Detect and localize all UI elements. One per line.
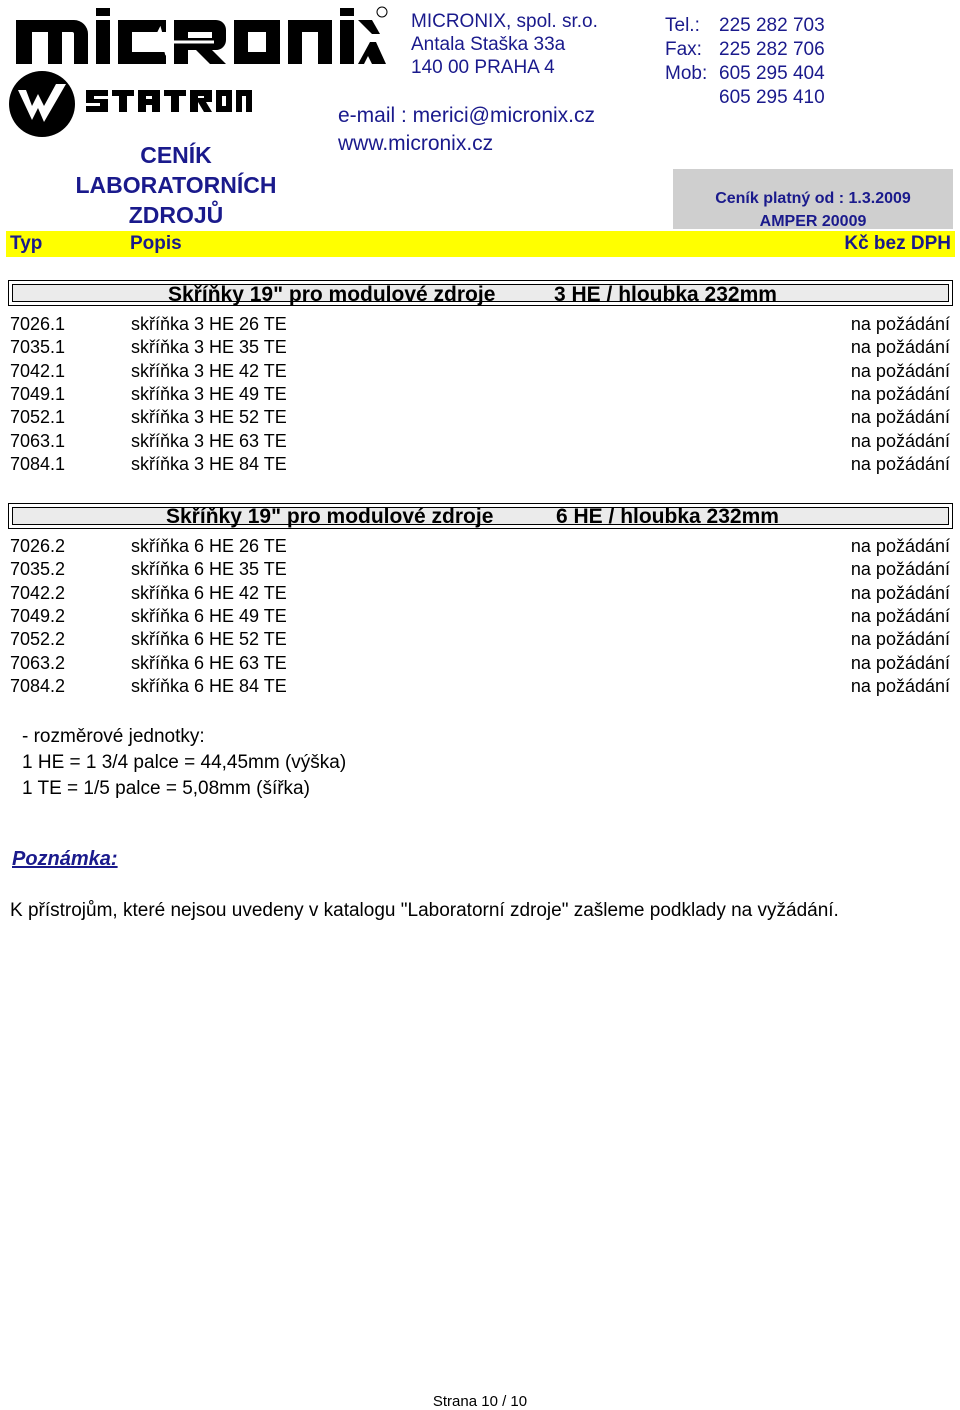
item-code: 7049.1 (10, 383, 66, 404)
column-price: Kč bez DPH (844, 233, 951, 254)
company-city: 140 00 PRAHA 4 (411, 57, 555, 78)
section-2-title-left: Skříňky 19" pro modulové zdroje (166, 505, 494, 528)
item-price: na požádání (850, 314, 950, 334)
column-description: Popis (130, 233, 182, 254)
item-description: skříňka 3 HE 26 TE (131, 314, 287, 334)
item-code: 7063.2 (10, 652, 66, 673)
item-price: na požádání (850, 383, 950, 404)
micronix-logo (14, 6, 388, 66)
item-description: skříňka 3 HE 49 TE (131, 383, 287, 404)
statron-emblem-icon (8, 70, 76, 138)
item-price: na požádání (850, 453, 950, 474)
item-code: 7035.2 (10, 559, 66, 580)
mob-value-2: 605 295 410 (719, 87, 825, 108)
note-text: K přístrojům, které nejsou uvedeny v katalogu "Laboratorní zdroje" zašleme podklady na vyžádání. (10, 900, 839, 921)
validity-box (673, 169, 953, 229)
mob-label: Mob: (665, 63, 708, 84)
column-type: Typ (10, 233, 43, 254)
section-2-title-right: 6 HE / hloubka 232mm (556, 505, 779, 528)
item-description: skříňka 6 HE 84 TE (131, 675, 287, 696)
item-price: na požádání (850, 536, 950, 556)
fax-label: Fax: (665, 39, 702, 60)
web-contact (338, 102, 595, 158)
item-code: 7052.1 (10, 407, 66, 428)
item-description: skříňka 3 HE 52 TE (131, 407, 287, 428)
item-description: skříňka 3 HE 42 TE (131, 360, 287, 381)
fax-row (665, 38, 825, 62)
page-number: Strana 10 / 10 (432, 1393, 528, 1410)
item-code: 7084.1 (10, 453, 66, 474)
table-row (0, 629, 960, 652)
table-row (0, 559, 960, 582)
item-price: na požádání (850, 652, 950, 673)
table-row (0, 337, 960, 360)
item-price: na požádání (850, 360, 950, 381)
tel-row (665, 14, 825, 38)
contact-block (665, 14, 825, 110)
validity-date: Ceník platný od : 1.3.2009 (715, 190, 911, 207)
fax-value: 225 282 706 (719, 39, 825, 60)
item-price: na požádání (850, 559, 950, 580)
item-code: 7042.2 (10, 582, 66, 603)
item-code: 7035.1 (10, 337, 66, 358)
table-row (0, 676, 960, 699)
section-1-title-right: 3 HE / hloubka 232mm (554, 283, 777, 306)
item-description: skříňka 6 HE 26 TE (131, 536, 287, 556)
table-row (0, 407, 960, 430)
item-code: 7084.2 (10, 675, 66, 696)
item-price: na požádání (850, 582, 950, 603)
units-note (22, 724, 346, 802)
item-code: 7052.2 (10, 629, 66, 650)
table-row (0, 653, 960, 676)
table-row (0, 314, 960, 337)
note-heading: Poznámka: (12, 848, 118, 870)
email-link[interactable]: e-mail : merici@micronix.cz (338, 104, 596, 127)
tel-value: 225 282 703 (719, 15, 825, 36)
company-street: Antala Staška 33a (411, 34, 566, 55)
item-price: na požádání (850, 430, 950, 451)
mob-value-1: 605 295 404 (719, 63, 825, 84)
table-row (0, 606, 960, 629)
company-address (411, 10, 598, 79)
units-heading: - rozměrové jednotky: (22, 726, 205, 747)
item-code: 7042.1 (10, 360, 66, 381)
item-price: na požádání (850, 337, 950, 358)
table-row (0, 361, 960, 384)
item-description: skříňka 3 HE 63 TE (131, 430, 287, 451)
table-row (0, 454, 960, 477)
mob-row-2 (665, 86, 825, 110)
table-row (0, 536, 960, 559)
website-link[interactable]: www.micronix.cz (338, 132, 494, 155)
column-header-bar (6, 231, 955, 257)
item-description: skříňka 3 HE 84 TE (131, 453, 287, 474)
page-title (26, 140, 326, 230)
units-he: 1 HE = 1 3/4 palce = 44,45mm (výška) (22, 752, 347, 773)
item-description: skříňka 6 HE 52 TE (131, 629, 287, 650)
table-row (0, 583, 960, 606)
item-description: skříňka 6 HE 35 TE (131, 559, 287, 580)
item-code: 7049.2 (10, 605, 66, 626)
item-price: na požádání (850, 675, 950, 696)
tel-label: Tel.: (665, 15, 700, 36)
units-te: 1 TE = 1/5 palce = 5,08mm (šířka) (22, 778, 310, 799)
item-description: skříňka 3 HE 35 TE (131, 337, 287, 358)
item-description: skříňka 6 HE 42 TE (131, 582, 287, 603)
title-line-2: LABORATORNÍCH ZDROJŮ (75, 172, 277, 228)
validity-catalog: AMPER 20009 (759, 213, 867, 230)
item-code: 7026.2 (10, 536, 66, 556)
item-price: na požádání (850, 605, 950, 626)
item-code: 7026.1 (10, 314, 66, 334)
section-1-title-left: Skříňky 19" pro modulové zdroje (168, 283, 496, 306)
item-description: skříňka 6 HE 63 TE (131, 652, 287, 673)
item-price: na požádání (850, 629, 950, 650)
company-name: MICRONIX, spol. sr.o. (411, 11, 598, 32)
table-row (0, 431, 960, 454)
title-line-1: CENÍK (140, 142, 212, 168)
mob-row (665, 62, 825, 86)
item-description: skříňka 6 HE 49 TE (131, 605, 287, 626)
statron-logo (86, 86, 252, 112)
item-code: 7063.1 (10, 430, 66, 451)
item-price: na požádání (850, 407, 950, 428)
table-row (0, 384, 960, 407)
